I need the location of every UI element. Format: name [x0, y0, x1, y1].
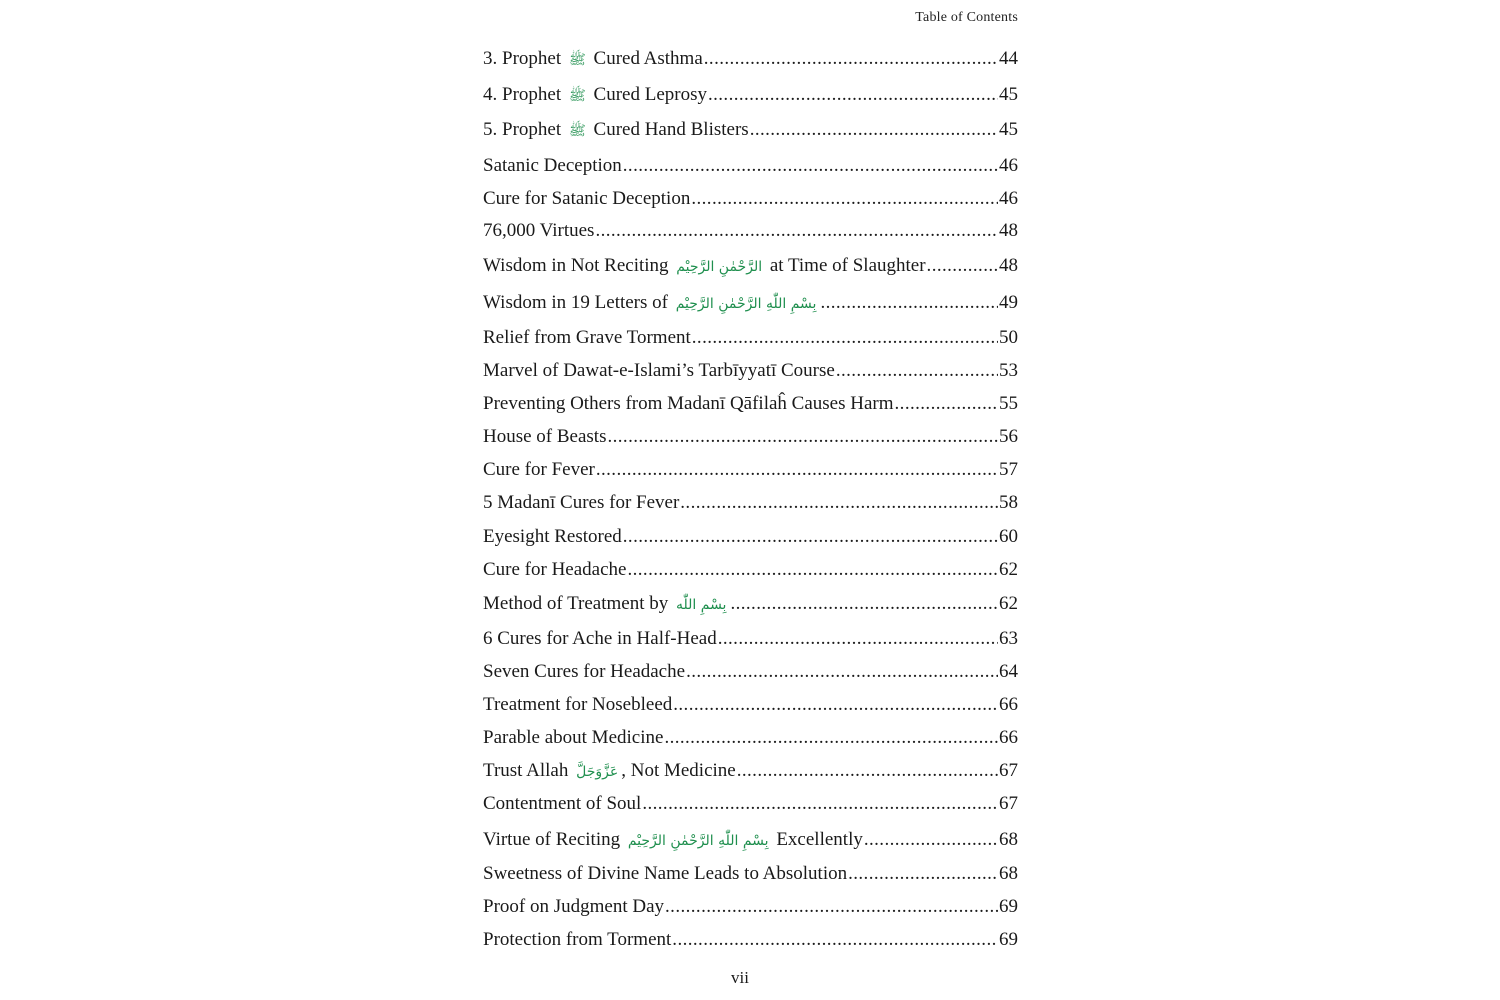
toc-entry-title	[483, 80, 707, 111]
toc-entry-page-number: 44	[999, 48, 1018, 69]
toc-entry-text: Preventing Others from Madanī Qāfilaĥ Causes Harm	[483, 393, 894, 414]
dot-leader	[692, 323, 998, 353]
toc-entry[interactable]	[483, 859, 1018, 889]
toc-entry-page-number: 62	[999, 559, 1018, 580]
toc-entry[interactable]	[483, 522, 1018, 552]
toc-entry-text: 6 Cures for Ache in Half-Head	[483, 628, 717, 649]
toc-entry-text: Wisdom in Not Reciting	[483, 255, 674, 276]
toc-entry[interactable]	[483, 789, 1018, 819]
dot-leader	[708, 80, 998, 110]
toc-entry-page-number: 50	[999, 327, 1018, 348]
toc-entry-title	[483, 925, 671, 955]
toc-entry-page-number: 57	[999, 459, 1018, 480]
arabic-honorific: ﷺ	[568, 88, 586, 104]
toc-entry-title	[483, 151, 622, 181]
dot-leader	[864, 825, 998, 855]
toc-entry-page-number: 56	[999, 426, 1018, 447]
toc-entry-text: Virtue of Reciting	[483, 829, 625, 850]
dot-leader	[664, 723, 998, 753]
dot-leader	[750, 115, 998, 145]
toc-entry-page-number: 66	[999, 727, 1018, 748]
toc-entry-text: Cure for Headache	[483, 559, 627, 580]
toc-entry[interactable]	[483, 723, 1018, 753]
dot-leader	[673, 690, 998, 720]
toc-entry[interactable]	[483, 925, 1018, 955]
toc-entry-text: Satanic Deception	[483, 155, 622, 176]
toc-entry-title	[483, 455, 595, 485]
toc-entry-title	[483, 789, 641, 819]
toc-entry-text: Excellently	[771, 829, 863, 850]
toc-entry-text: Cured Asthma	[588, 48, 703, 69]
toc-entry-title	[483, 723, 663, 753]
toc-entry[interactable]	[483, 184, 1018, 214]
dot-leader	[836, 356, 998, 386]
toc-entry-text: 3. Prophet	[483, 48, 566, 69]
toc-entry-text: Wisdom in 19 Letters of	[483, 292, 673, 313]
toc-entry[interactable]	[483, 555, 1018, 585]
dot-leader	[820, 288, 998, 318]
toc-entry-title	[483, 44, 703, 75]
dot-leader	[680, 488, 998, 518]
toc-entry-text: Relief from Grave Torment	[483, 327, 691, 348]
toc-entry-title	[483, 624, 717, 654]
toc-entry-page-number: 63	[999, 628, 1018, 649]
arabic-honorific: عَزَّوَجَلَّ	[576, 764, 619, 780]
arabic-honorific: بِسْمِ اللّٰهِ الرَّحْمٰنِ الرَّحِيْم	[627, 833, 769, 849]
toc-entry-page-number: 55	[999, 393, 1018, 414]
toc-entry-page-number: 48	[999, 255, 1018, 276]
toc-entry[interactable]	[483, 657, 1018, 687]
toc-entry-title	[483, 323, 691, 353]
toc-entry[interactable]	[483, 323, 1018, 353]
toc-entry-title	[483, 216, 594, 246]
arabic-honorific: بِسْمِ اللّٰه	[676, 597, 727, 613]
toc-entry-title	[483, 555, 626, 585]
toc-entry[interactable]	[483, 251, 1018, 281]
toc-entry-text: Proof on Judgment Day	[483, 896, 665, 917]
toc-entry-text: Sweetness of Divine Name Leads to Absolution	[483, 863, 848, 884]
toc-entry-text: Eyesight Restored	[483, 526, 622, 547]
toc-entry-page-number: 53	[999, 360, 1018, 381]
toc-entry-text: Cured Hand Blisters	[588, 119, 749, 140]
toc-entry-title	[483, 422, 606, 452]
toc-entry-title	[483, 589, 729, 620]
arabic-honorific: ﷺ	[568, 123, 586, 139]
toc-entry-text: 5 Madanī Cures for Fever	[483, 492, 680, 513]
dot-leader	[596, 455, 998, 485]
toc-entry-title	[483, 892, 664, 922]
toc-entry-title	[483, 825, 863, 856]
toc-entry-page-number: 45	[999, 84, 1018, 105]
toc-entry[interactable]	[483, 756, 1018, 786]
toc-entry-text: Cure for Fever	[483, 459, 595, 480]
dot-leader	[686, 657, 998, 687]
page-number: vii	[731, 968, 749, 987]
toc-entry-text: Treatment for Nosebleed	[483, 694, 673, 715]
toc-entry[interactable]	[483, 389, 1018, 419]
toc-entry-title	[483, 389, 894, 419]
toc-entry-text: Method of Treatment by	[483, 593, 673, 614]
toc-entry-text: Parable about Medicine	[483, 727, 664, 748]
dot-leader	[623, 522, 998, 552]
toc-entry-page-number: 46	[999, 155, 1018, 176]
toc-entry[interactable]	[483, 356, 1018, 386]
toc-entry[interactable]	[483, 151, 1018, 181]
toc-entry-title	[483, 288, 819, 319]
toc-entry[interactable]	[483, 216, 1018, 246]
toc-entry[interactable]	[483, 488, 1018, 518]
toc-entry[interactable]	[483, 892, 1018, 922]
dot-leader	[627, 555, 998, 585]
toc-entry-page-number: 58	[999, 492, 1018, 513]
toc-entry-title	[483, 251, 926, 282]
toc-entry-title	[483, 356, 835, 386]
dot-leader	[607, 422, 998, 452]
toc-entry-page-number: 67	[999, 793, 1018, 814]
toc-entry-page-number: 46	[999, 188, 1018, 209]
arabic-honorific: الرَّحْمٰنِ الرَّحِيْم	[676, 259, 763, 275]
toc-entry-page-number: 66	[999, 694, 1018, 715]
toc-entry-page-number: 62	[999, 593, 1018, 614]
toc-entry-page-number: 67	[999, 760, 1018, 781]
toc-entry[interactable]	[483, 288, 1018, 318]
toc-entry[interactable]	[483, 455, 1018, 485]
toc-entry-text: Cured Leprosy	[588, 84, 707, 105]
dot-leader	[848, 859, 998, 889]
toc-entry-page-number: 68	[999, 863, 1018, 884]
toc-entry[interactable]	[483, 422, 1018, 452]
toc-entry-title	[483, 859, 847, 889]
toc-entry-title	[483, 522, 622, 552]
toc-entry-text: Cure for Satanic Deception	[483, 188, 691, 209]
toc-entry-text: , Not Medicine	[621, 760, 736, 781]
toc-entry-text: Marvel of Dawat-e-Islami’s Tarbīyyatī Course	[483, 360, 835, 381]
toc-entry-text: at Time of Slaughter	[765, 255, 926, 276]
toc-entry[interactable]	[483, 44, 1018, 74]
toc-entry-text: Contentment of Soul	[483, 793, 642, 814]
toc-entry[interactable]	[483, 825, 1018, 855]
dot-leader	[672, 925, 998, 955]
toc-entry[interactable]	[483, 624, 1018, 654]
toc-entry-title	[483, 184, 690, 214]
dot-leader	[691, 184, 998, 214]
dot-leader	[895, 389, 998, 419]
toc-entry[interactable]	[483, 80, 1018, 110]
toc-entry[interactable]	[483, 589, 1018, 619]
toc-entry-page-number: 45	[999, 119, 1018, 140]
dot-leader	[718, 624, 998, 654]
toc-entry-title	[483, 690, 672, 720]
arabic-honorific: ﷺ	[568, 52, 586, 68]
dot-leader	[595, 216, 998, 246]
toc-entry-page-number: 69	[999, 929, 1018, 950]
toc-entry[interactable]	[483, 115, 1018, 145]
toc-entry-title	[483, 488, 679, 518]
toc-entry-page-number: 48	[999, 220, 1018, 241]
dot-leader	[704, 44, 998, 74]
dot-leader	[927, 251, 998, 281]
dot-leader	[665, 892, 998, 922]
toc-entry-text: Protection from Torment	[483, 929, 672, 950]
toc-entry-text: 5. Prophet	[483, 119, 566, 140]
toc-entry-page-number: 64	[999, 661, 1018, 682]
toc-entry-text: 4. Prophet	[483, 84, 566, 105]
toc-entry-title	[483, 657, 685, 687]
toc-entry[interactable]	[483, 690, 1018, 720]
toc-entry-text: Seven Cures for Headache	[483, 661, 686, 682]
toc-entry-page-number: 69	[999, 896, 1018, 917]
dot-leader	[642, 789, 998, 819]
toc-entry-text: Trust Allah	[483, 760, 574, 781]
arabic-honorific: بِسْمِ اللّٰهِ الرَّحْمٰنِ الرَّحِيْم	[675, 296, 817, 312]
toc-entry-page-number: 60	[999, 526, 1018, 547]
toc-entry-text: 76,000 Virtues	[483, 220, 595, 241]
toc-entry-page-number: 49	[999, 292, 1018, 313]
toc-entry-page-number: 68	[999, 829, 1018, 850]
running-head: Table of Contents	[915, 10, 1018, 25]
dot-leader	[737, 756, 998, 786]
toc-entry-title	[483, 115, 749, 146]
toc-entry-title	[483, 756, 736, 787]
dot-leader	[623, 151, 998, 181]
dot-leader	[730, 589, 998, 619]
toc-entry-text: House of Beasts	[483, 426, 607, 447]
